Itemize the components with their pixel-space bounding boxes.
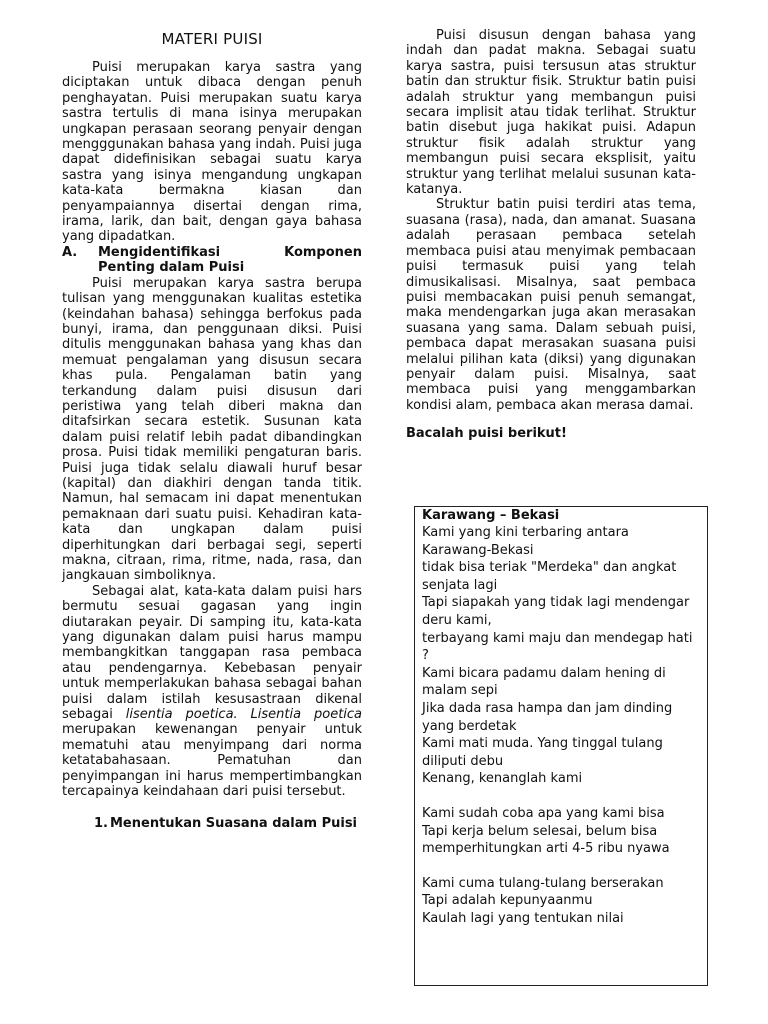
section-a-heading — [62, 245, 362, 276]
poem-line: tidak bisa teriak "Merdeka" dan angkat senjata lagi — [422, 560, 677, 593]
paragraph-2-text-end: merupakan kewenangan penyair untuk mematuhi atau menyimpang dari norma ketatabahasaan. Pematuhan dan penyimpangan ini harus mempertimbangkan tercapainya keindahaan dari puisi tersebut. — [62, 722, 362, 800]
poem-title: Karawang – Bekasi — [422, 508, 560, 523]
poem-stanza — [422, 805, 701, 858]
poem-line: Kami cuma tulang-tulang berserakan — [422, 875, 664, 891]
poem-line: Kenang, kenanglah kami — [422, 771, 583, 787]
right-column — [406, 28, 696, 442]
poem-line: Kami sudah coba apa yang kami bisa — [422, 805, 665, 821]
poem-body — [422, 524, 701, 927]
poem-stanza — [422, 524, 701, 788]
right-paragraph-2: Struktur batin puisi terdiri atas tema, suasana (rasa), nada, dan amanat. Suasana adalah perasaan pembaca setelah membaca puisi atau menyimak pembacaan puisi termasuk puisi yang telah dimusikalisasi. Misalnya, saat pembaca puisi membacakan puisi penuh semangat, maka mendengarkan juga akan merasakan suasana yang sama. Dalam sebuah puisi, pembaca dapat merasakan suasana puisi melalui pilihan kata (diksi) yang digunakan penyair dalam puisi. Misalnya, saat membaca puisi yang menggambarkan kondisi alam, pembaca akan merasa damai. — [406, 197, 696, 413]
section-a-paragraph-1: Puisi merupakan karya sastra berupa tulisan yang menggunakan kualitas estetika (keindahan bahasa) sehingga berfokus pada bunyi, irama, dan penggunaan diksi. Puisi ditulis menggunakan bahasa yang khas dan memuat pengalaman yang disusun secara khas pula. Pengalaman batin yang terkandung dalam puisi disusun dari peristiwa yang telah diberi makna dan ditafsirkan secara estetik. Susunan kata dalam puisi relatif lebih padat dibandingkan prosa. Puisi tidak memiliki pengaturan baris. Puisi juga tidak selalu diawali huruf besar (kapital) dan diakhiri dengan tanda titik. Namun, hal semacam ini dapat menentukan pemaknaan dari suatu puisi. Kehadiran kata-kata dan ungkapan dalam puisi diperhitungkan dari berbagai segi, seperti makna, citraan, rima, ritme, nada, rasa, dan jangkauan simboliknya. — [62, 275, 362, 584]
poem-line: Tapi adalah kepunyaanmu — [422, 893, 593, 909]
poem-line: terbayang kami maju dan mendegap hati ? — [422, 630, 693, 664]
poem-stanza — [422, 875, 701, 928]
poem-line: Kami bicara padamu dalam hening di malam sepi — [422, 665, 666, 699]
page-title: MATERI PUISI — [161, 30, 263, 48]
paragraph-2-text-start: Sebagai alat, kata-kata dalam puisi hars bermutu sesuai gagasan yang ingin diutarakan peyair. Di samping itu, kata-kata yang digunakan dalam puisi harus mampu membangkitkan tanggapan rasa pembaca atau pendengarnya. Kebebasan penyair untuk memperlakukan bahasa sebagai bahan puisi dalam istilah kesusastraan dikenal sebagai — [62, 583, 362, 723]
poem-line: Jika dada rasa hampa dan jam dinding yang berdetak — [422, 700, 673, 734]
left-column — [62, 28, 362, 831]
poem-line: Kaulah lagi yang tentukan nilai — [422, 910, 624, 926]
poem-box — [414, 506, 708, 986]
read-poem-instruction: Bacalah puisi berikut! — [406, 426, 567, 442]
poem-line: Kami yang kini terbaring antara Karawang-Bekasi — [422, 525, 629, 558]
poem-line: Tapi kerja belum selesai, belum bisa memperhitungkan arti 4-5 ribu nyawa — [422, 823, 670, 857]
subsection-1-number: 1. — [94, 815, 108, 831]
subsection-1-title: Menentukan Suasana dalam Puisi — [110, 815, 358, 831]
poem-line: Kami mati muda. Yang tinggal tulang diliputi debu — [422, 736, 663, 769]
right-paragraph-1: Puisi disusun dengan bahasa yang indah dan padat makna. Sebagai suatu karya sastra, puisi tersusun atas struktur batin dan struktur fisik. Struktur batin puisi adalah struktur yang membangun puisi secara implisit atau tidak terlihat. Struktur batin disebut juga hakikat puisi. Adapun struktur fisik adalah struktur yang membangun puisi secara eksplisit, yaitu struktur yang terlihat melalui susunan kata-katanya. — [406, 28, 696, 198]
intro-paragraph: Puisi merupakan karya sastra yang diciptakan untuk dibaca dengan penuh penghayatan. Puisi merupakan suatu karya sastra tertulis di mana isinya merupakan ungkapan perasaan seorang penyair dengan mengggunakan bahasa yang indah. Puisi juga dapat didefinisikan sebagai suatu karya sastra yang isinya mengandung ungkapan kata-kata bermakna kiasan dan penyampaiannya disertai dengan rima, irama, larik, dan bait, dengan gaya bahasa yang dipadatkan. — [62, 60, 362, 245]
poem-line: Tapi siapakah yang tidak lagi mendengar deru kami, — [422, 595, 690, 628]
subsection-1-heading — [62, 816, 362, 831]
section-a-title: Mengidentifikasi Komponen Penting dalam Puisi — [98, 244, 362, 276]
lisentia-poetica-term: lisentia poetica. Lisentia poetica — [125, 707, 363, 723]
section-a-label: A. — [62, 244, 78, 260]
section-a-paragraph-2 — [62, 584, 362, 800]
